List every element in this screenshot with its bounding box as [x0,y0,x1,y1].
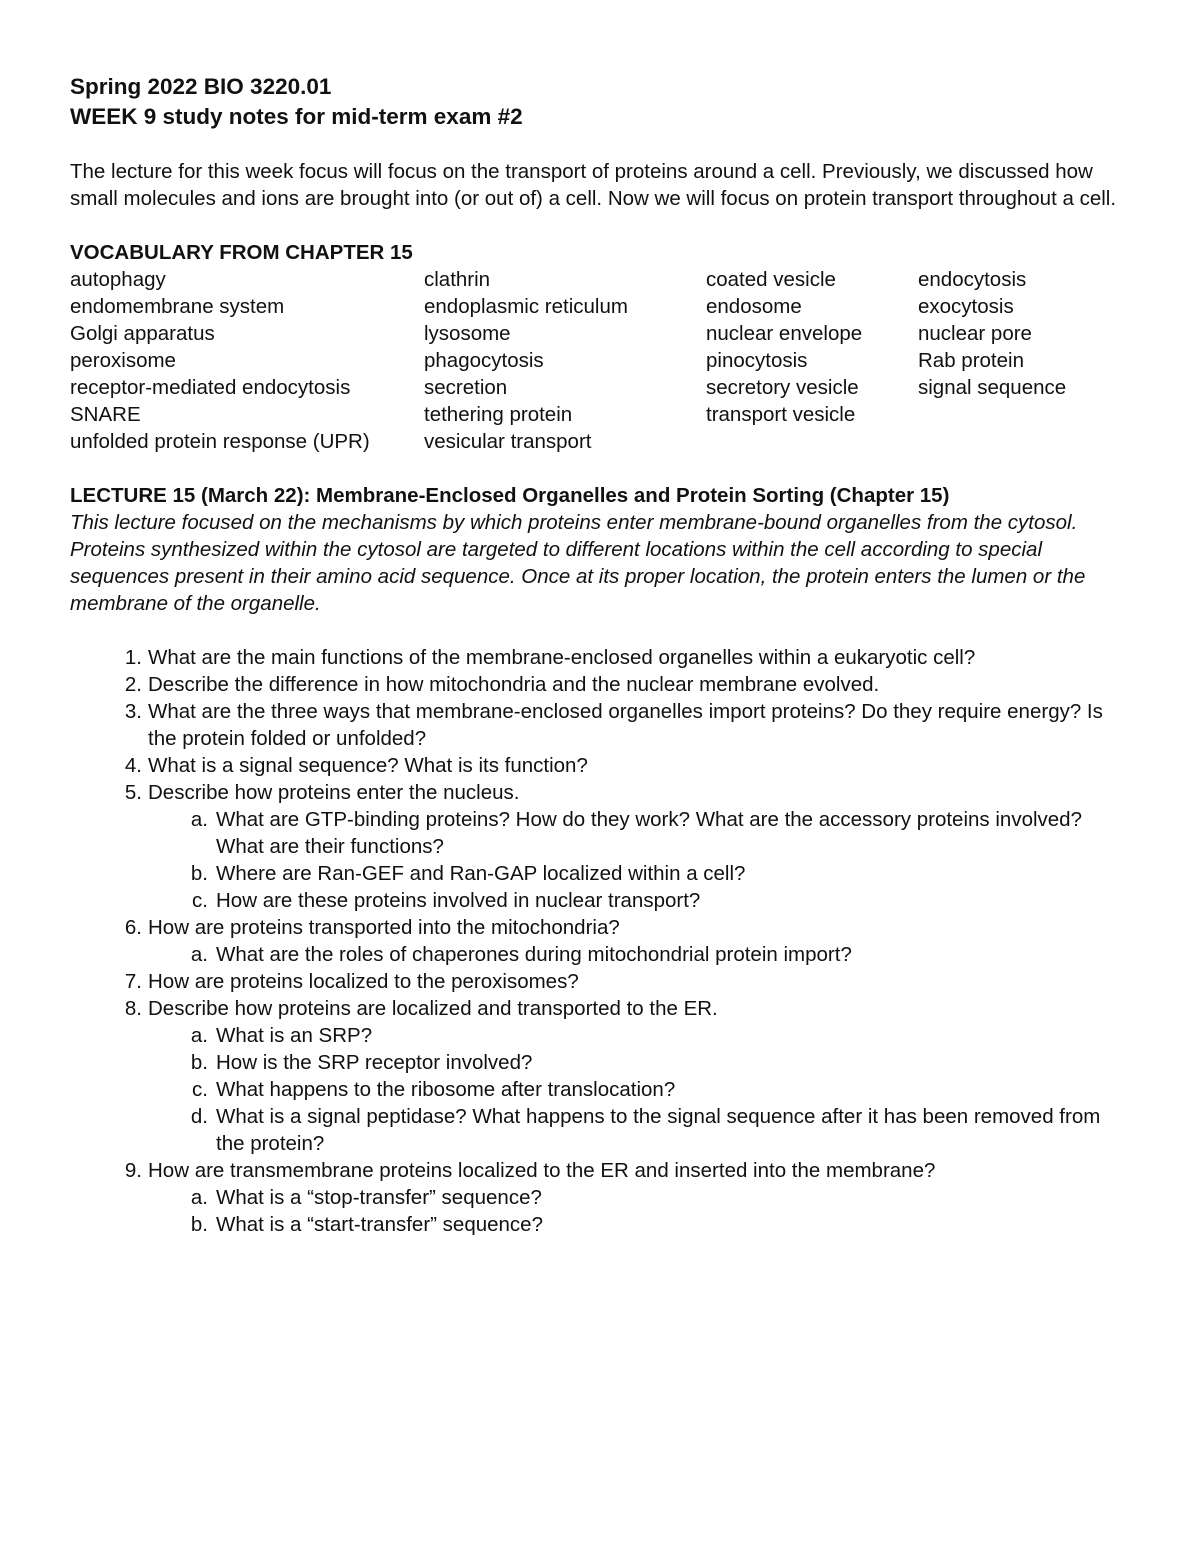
vocab-term: Rab protein [918,349,1024,372]
question-list [70,644,1130,1238]
sub-question [70,1211,1130,1238]
question-item [70,779,1130,914]
question-text: Describe the difference in how mitochondria and the nuclear membrane evolved. [148,673,880,696]
vocab-term: signal sequence [918,376,1067,399]
sub-question [70,941,1130,968]
vocab-term: coated vesicle [706,268,836,291]
question-text: Describe how proteins are localized and transported to the ER. [148,997,718,1020]
vocab-term: vesicular transport [424,430,592,453]
sub-question-text: What is an SRP? [216,1024,373,1047]
vocabulary-grid [70,266,1130,455]
vocab-term: endosome [706,295,802,318]
sub-question-letter: a. [190,808,208,831]
question-number: 1. [124,646,142,669]
vocab-term: endoplasmic reticulum [424,295,628,318]
sub-question-letter: b. [190,1051,208,1074]
vocab-term: secretion [424,376,508,399]
question-number: 6. [124,916,142,939]
question-text: What are the main functions of the membrane-enclosed organelles within a eukaryotic cell? [148,646,976,669]
vocab-term [918,428,1130,455]
sub-question-letter: c. [192,1078,208,1101]
lecture-summary: This lecture focused on the mechanisms by which proteins enter membrane-bound organelles from the cytosol. Proteins synthesized within the cytosol are targeted to different locations within the cell according to special sequences present in their amino acid sequence. Once at its proper location, the protein enters the lumen or the membrane of the organelle. [70,511,1086,615]
vocab-term: endomembrane system [70,295,285,318]
vocab-term: pinocytosis [706,349,808,372]
question-number: 2. [124,673,142,696]
sub-question-text: What are GTP-binding proteins? How do they work? What are the accessory proteins involved? What are their functions? [216,808,1082,858]
question-item [70,698,1130,752]
sub-question-text: What are the roles of chaperones during mitochondrial protein import? [216,943,852,966]
vocab-term: nuclear pore [918,322,1032,345]
question-item [70,995,1130,1157]
vocab-term: Golgi apparatus [70,322,215,345]
vocab-term: unfolded protein response (UPR) [70,430,370,453]
vocab-term: SNARE [70,403,141,426]
question-text: How are proteins transported into the mitochondria? [148,916,620,939]
question-item [70,752,1130,779]
question-item [70,671,1130,698]
sub-question [70,1049,1130,1076]
vocab-term: peroxisome [70,349,176,372]
vocab-term: nuclear envelope [706,322,863,345]
sub-question-text: Where are Ran-GEF and Ran-GAP localized within a cell? [216,862,746,885]
sub-question-text: What is a “stop-transfer” sequence? [216,1186,542,1209]
sub-question-text: What happens to the ribosome after translocation? [216,1078,676,1101]
sub-question-letter: a. [190,943,208,966]
sub-question-text: How is the SRP receptor involved? [216,1051,533,1074]
sub-question-letter: a. [190,1186,208,1209]
sub-question-letter: a. [190,1024,208,1047]
question-number: 9. [124,1159,142,1182]
question-number: 5. [124,781,142,804]
vocab-term: transport vesicle [706,403,856,426]
question-text: How are proteins localized to the peroxisomes? [148,970,579,993]
sub-question [70,806,1130,860]
vocab-term: tethering protein [424,403,573,426]
sub-question [70,1184,1130,1211]
question-number: 8. [124,997,142,1020]
question-number: 4. [124,754,142,777]
sub-question-text: What is a “start-transfer” sequence? [216,1213,543,1236]
vocab-term: endocytosis [918,268,1027,291]
sub-question [70,1022,1130,1049]
vocab-term: clathrin [424,268,491,291]
sub-question-text: What is a signal peptidase? What happens to the signal sequence after it has been removed from the protein? [216,1105,1101,1155]
sub-question-letter: b. [190,1213,208,1236]
vocab-term [706,428,918,455]
course-title: Spring 2022 BIO 3220.01 [70,74,332,99]
vocab-term: receptor-mediated endocytosis [70,376,351,399]
question-text: How are transmembrane proteins localized to the ER and inserted into the membrane? [148,1159,936,1182]
question-text: What are the three ways that membrane-enclosed organelles import proteins? Do they require energy? Is the protein folded or unfolded? [148,700,1103,750]
vocab-term: secretory vesicle [706,376,859,399]
sub-question [70,1076,1130,1103]
vocab-term: lysosome [424,322,511,345]
vocab-term [918,401,1130,428]
vocab-term: exocytosis [918,295,1014,318]
document-page [70,72,1130,1238]
vocab-term: autophagy [70,268,166,291]
vocabulary-heading: VOCABULARY FROM CHAPTER 15 [70,241,413,264]
sub-question-text: How are these proteins involved in nuclear transport? [216,889,701,912]
sub-question-letter: c. [192,889,208,912]
document-title: WEEK 9 study notes for mid-term exam #2 [70,104,523,129]
sub-question [70,1103,1130,1157]
question-text: What is a signal sequence? What is its function? [148,754,588,777]
question-number: 3. [124,700,142,723]
question-number: 7. [124,970,142,993]
question-text: Describe how proteins enter the nucleus. [148,781,520,804]
question-item [70,914,1130,968]
sub-question [70,860,1130,887]
sub-question-letter: d. [190,1105,208,1128]
sub-question [70,887,1130,914]
vocab-term: phagocytosis [424,349,544,372]
lecture-heading: LECTURE 15 (March 22): Membrane-Enclosed Organelles and Protein Sorting (Chapter 15) [70,484,950,507]
intro-paragraph: The lecture for this week focus will focus on the transport of proteins around a cell. Previously, we discussed how small molecules and ions are brought into (or out of) a cell. Now we will focus on protein transport throughout a cell. [70,160,1117,210]
sub-question-letter: b. [190,862,208,885]
question-item [70,644,1130,671]
question-item [70,1157,1130,1238]
question-item [70,968,1130,995]
